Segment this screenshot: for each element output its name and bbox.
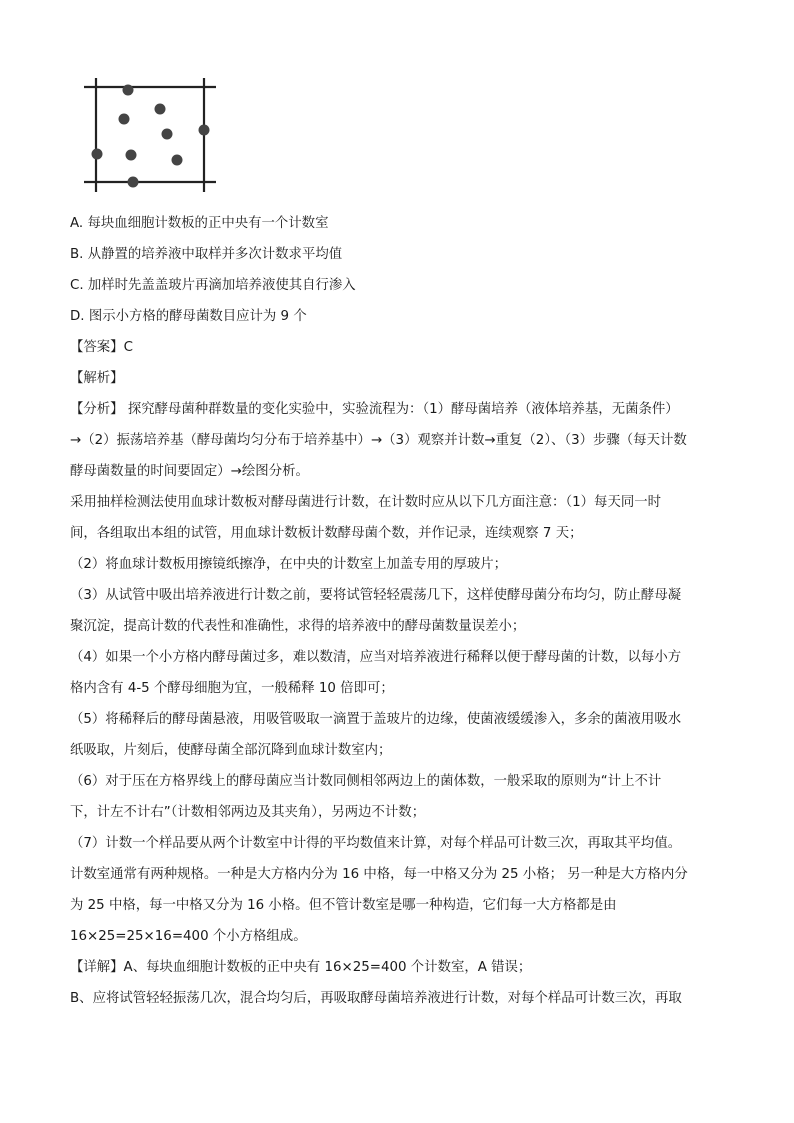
analysis-line: （5）将稀释后的酵母菌悬液，用吸管吸取一滴置于盖玻片的边缘，使菌液缓缓渗入，多余的菌液用吸水 bbox=[70, 712, 682, 727]
option-c: C. 加样时先盖盖玻片再滴加培养液使其自行渗入 bbox=[70, 278, 356, 293]
option-a: A. 每块血细胞计数板的正中央有一个计数室 bbox=[70, 216, 329, 231]
yeast-cell bbox=[119, 114, 130, 125]
analysis-line: →（2）振荡培养基（酵母菌均匀分布于培养基中）→（3）观察并计数→重复（2）、（3）步骤（每天计数 bbox=[70, 433, 687, 448]
counting-grid-figure bbox=[84, 78, 216, 192]
analysis-line: （3）从试管中吸出培养液进行计数之前，要将试管轻轻震荡几下，这样使酵母菌分布均匀，防止酵母凝 bbox=[70, 588, 682, 603]
option-b: B. 从静置的培养液中取样并多次计数求平均值 bbox=[70, 247, 343, 262]
analysis-line: （7）计数一个样品要从两个计数室中计得的平均数值来计算，对每个样品可计数三次，再取其平均值。 bbox=[70, 836, 682, 851]
analysis-line: 酵母菌数量的时间要固定）→绘图分析。 bbox=[70, 464, 309, 479]
analysis-line: 【分析】 探究酵母菌种群数量的变化实验中，实验流程为：（1）酵母菌培养（液体培养基，无菌条件） bbox=[70, 402, 679, 417]
analysis-line: 采用抽样检测法使用血球计数板对酵母菌进行计数，在计数时应从以下几方面注意：（1）每天同一时 bbox=[70, 495, 662, 510]
analysis-line: 格内含有 4-5 个酵母细胞为宜，一般稀释 10 倍即可； bbox=[70, 681, 394, 696]
answer-value: C bbox=[123, 340, 133, 355]
detail-line: 【详解】A、每块血细胞计数板的正中央有 16×25=400 个计数室，A 错误； bbox=[70, 960, 532, 975]
yeast-cell bbox=[172, 155, 183, 166]
answer-line bbox=[70, 338, 726, 358]
analysis-line: （2）将血球计数板用擦镜纸擦净，在中央的计数室上加盖专用的厚玻片； bbox=[70, 557, 508, 572]
yeast-cell bbox=[92, 149, 103, 160]
analysis-line: 计数室通常有两种规格。一种是大方格内分为 16 中格，每一中格又分为 25 小格； 另一种是大方格内分 bbox=[70, 867, 688, 882]
option-d: D. 图示小方格的酵母菌数目应计为 9 个 bbox=[70, 309, 307, 324]
yeast-cell bbox=[128, 177, 139, 188]
analysis-line: 下，计左不计右”（计数相邻两边及其夹角），另两边不计数； bbox=[70, 805, 426, 820]
analysis-line: 为 25 中格，每一中格又分为 16 小格。但不管计数室是哪一种构造，它们每一大方格都是由 bbox=[70, 898, 617, 913]
answer-tag: 【答案】 bbox=[70, 340, 124, 355]
detail-line: B、应将试管轻轻振荡几次，混合均匀后，再吸取酵母菌培养液进行计数，对每个样品可计数三次，再取 bbox=[70, 991, 682, 1006]
analysis-line: 间，各组取出本组的试管，用血球计数板计数酵母菌个数，并作记录，连续观察 7 天； bbox=[70, 526, 583, 541]
analysis-line: （4）如果一个小方格内酵母菌过多，难以数清，应当对培养液进行稀释以便于酵母菌的计数，以每小方 bbox=[70, 650, 682, 665]
yeast-cell bbox=[155, 104, 166, 115]
counting-grid-icon bbox=[84, 78, 216, 192]
yeast-cell bbox=[199, 125, 210, 136]
analysis-line: 聚沉淀，提高计数的代表性和准确性，求得的培养液中的酵母菌数量误差小； bbox=[70, 619, 526, 634]
yeast-cell bbox=[162, 129, 173, 140]
yeast-cell bbox=[123, 85, 134, 96]
analysis-line: （6）对于压在方格界线上的酵母菌应当计数同侧相邻两边上的菌体数，一般采取的原则为“计上不计 bbox=[70, 774, 662, 789]
yeast-cell bbox=[126, 150, 137, 161]
analysis-line: 纸吸取，片刻后，使酵母菌全部沉降到血球计数室内； bbox=[70, 743, 392, 758]
analysis-heading: 【解析】 bbox=[70, 371, 124, 386]
analysis-line: 16×25=25×16=400 个小方格组成。 bbox=[70, 929, 307, 944]
